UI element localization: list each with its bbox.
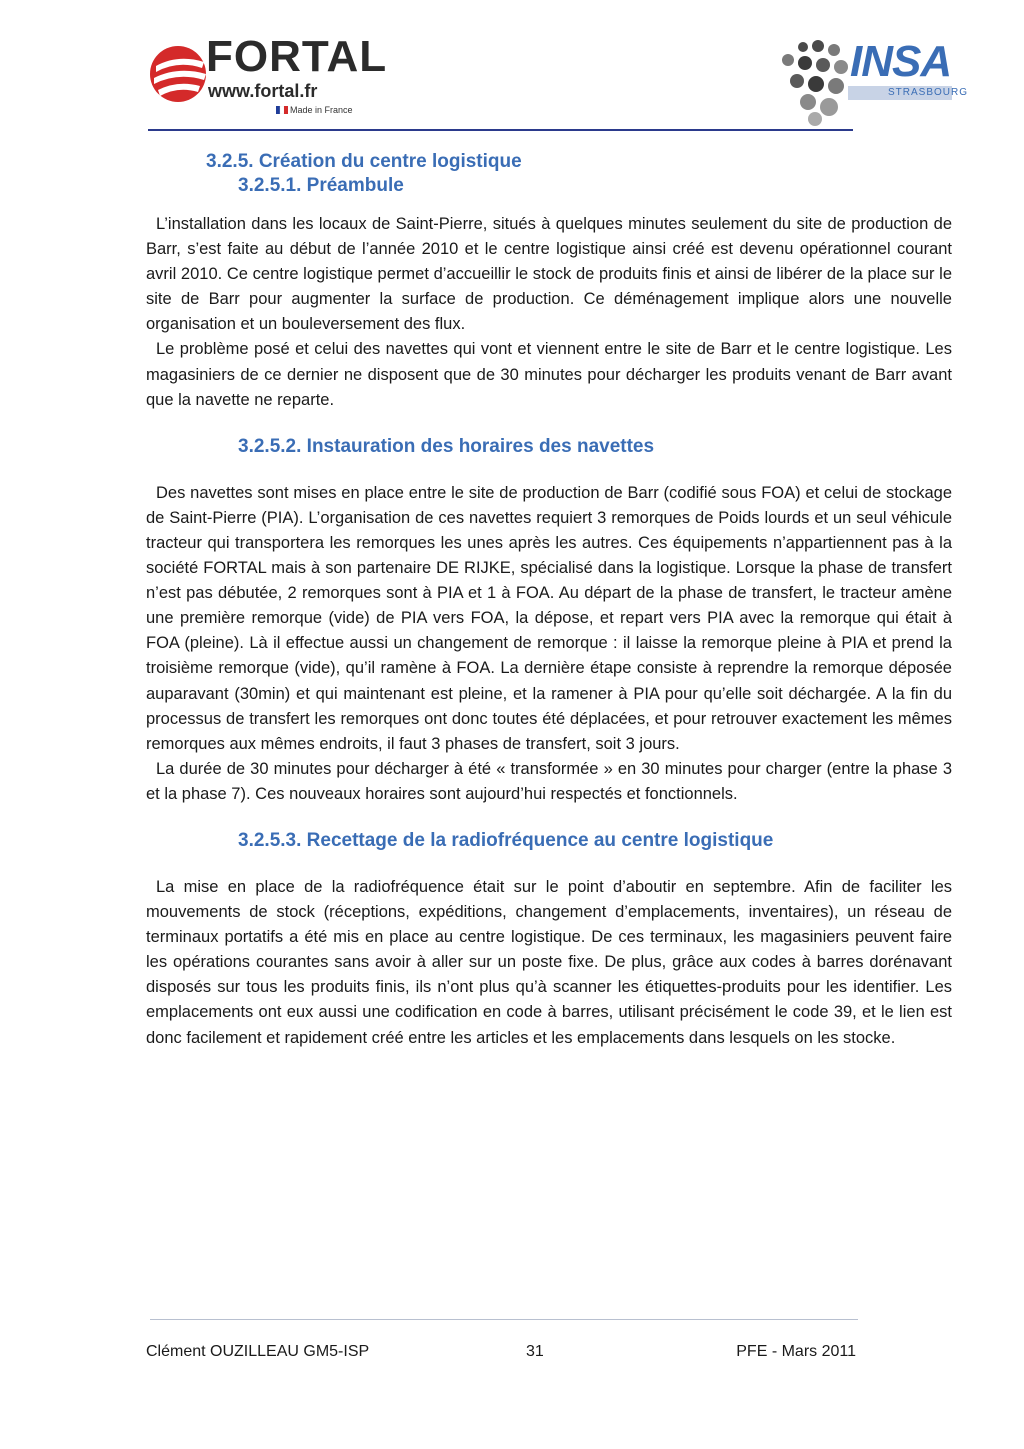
- header-divider: [148, 129, 853, 131]
- footer-author: Clément OUZILLEAU GM5-ISP: [146, 1343, 370, 1360]
- fortal-logo: [148, 32, 388, 120]
- section-heading-3-2-5: 3.2.5. Création du centre logistique: [206, 151, 522, 172]
- fortal-tagline: Made in France: [290, 105, 353, 115]
- page-footer: [146, 1343, 856, 1367]
- paragraph-preambule-2: Le problème posé et celui des navettes qui vont et viennent entre le site de Barr et le centre logistique. Les magasiniers de ce dernier ne disposent que de 30 minutes pour décharger les produits venant de Barr avant que la navette ne reparte.: [146, 340, 952, 409]
- fortal-wordmark: FORTAL: [206, 32, 388, 81]
- footer-divider: [150, 1319, 858, 1320]
- page-number: 31: [526, 1343, 544, 1360]
- section-heading-3-2-5-3: 3.2.5.3. Recettage de la radiofréquence au centre logistique: [238, 829, 774, 851]
- footer-document: PFE - Mars 2011: [736, 1343, 856, 1360]
- fortal-url: www.fortal.fr: [208, 81, 318, 101]
- insa-dots-icon: [768, 38, 854, 130]
- paragraph-radiofrequence-1: La mise en place de la radiofréquence était sur le point d’aboutir en septembre. Afin de faciliter les mouvements de stock (réceptions, expéditions, changement d’emplacements, inventaires), un réseau de terminaux portatifs a été mis en place au centre logistique. De ces terminaux, les magasiniers peuvent faire les opérations courantes sans avoir à aller sur un poste fixe. De plus, grâce aux codes à barres dorénavant disposés sur tous les produits finis, ils n’ont plus qu’à scanner les étiquettes-produits pour les identifier. Les emplacements ont eux aussi une codification en code à barres, utilisant précisément le code 39, et le lien est donc facilement et rapidement créé entre les articles et les emplacements dans lesquels on les stocke.: [146, 877, 952, 1047]
- fortal-swirl-icon: [148, 42, 212, 106]
- french-flag-icon: [276, 106, 288, 114]
- insa-subtitle: STRASBOURG: [888, 87, 969, 98]
- paragraph-preambule-1: L’installation dans les locaux de Saint-Pierre, situés à quelques minutes seulement du site de production de Barr, s’est faite au début de l’année 2010 et le centre logistique ainsi créé est devenu opérationnel courant avril 2010. Ce centre logistique permet d’accueillir le stock de produits finis et ainsi de libérer de la place sur le site de Barr pour augmenter la surface de production. Ce déménagement implique alors une nouvelle organisation et un bouleversement des flux.: [146, 215, 952, 334]
- paragraph-navettes-1: Des navettes sont mises en place entre le site de production de Barr (codifié sous FOA) et celui de stockage de Saint-Pierre (PIA). L’organisation de ces navettes requiert 3 remorques de Poids lourds et un seul véhicule tracteur qui transportera les remorques les unes après les autres. Ces équipements n’appartiennent pas à la société FORTAL mais à son partenaire DE RIJKE, spécialisé dans la logistique. Lorsque la phase de transfert n’est pas débutée, 2 remorques sont à PIA et 1 à FOA. Au départ de la phase de transfert, le tracteur amène une première remorque (vide) de PIA vers FOA, la dépose, et repart vers PIA avec la remorque qui était à FOA (pleine). Là il effectue aussi un changement de remorque : il laisse la remorque pleine à PIA et prend la troisième remorque (vide), qu’il ramène à FOA. La dernière étape consiste à reprendre la remorque déposée auparavant (30min) et qui maintenant est pleine, et la ramener à PIA pour qu’elle soit déchargée. A la fin du processus de transfert les remorques ont donc toutes été déplacées, et pour retrouver exactement les mêmes remorques aux mêmes endroits, il faut 3 phases de transfert, soit 3 jours.: [146, 483, 952, 753]
- insa-logo: [768, 34, 969, 130]
- paragraph-navettes-2: La durée de 30 minutes pour décharger à été « transformée » en 30 minutes pour charger (entre la phase 3 et la phase 7). Ces nouveaux horaires sont aujourd’hui respectés et fonctionnels.: [146, 759, 952, 803]
- section-heading-3-2-5-2: 3.2.5.2. Instauration des horaires des navettes: [238, 435, 655, 457]
- page-body: [146, 150, 952, 1051]
- section-heading-3-2-5-1: 3.2.5.1. Préambule: [238, 175, 404, 196]
- insa-wordmark: INSA: [850, 37, 952, 86]
- page-header: [0, 0, 1024, 135]
